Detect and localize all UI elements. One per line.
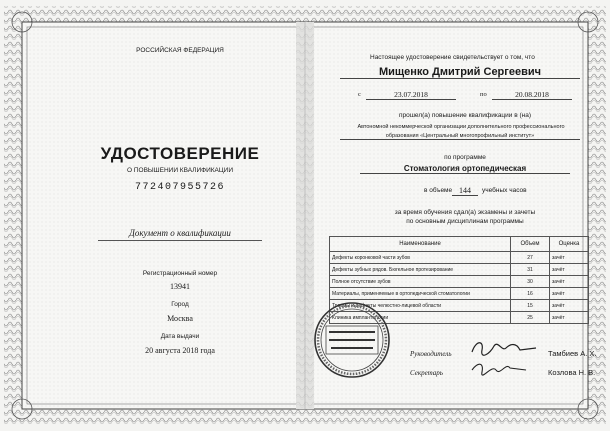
table-row — [330, 276, 589, 288]
volume-hours: 144 — [452, 186, 478, 196]
volume-suffix: учебных часов — [482, 187, 527, 194]
volume-prefix: в объеме — [424, 187, 453, 194]
certificate-title: УДОСТОВЕРЕНИЕ — [100, 144, 260, 163]
period-to-date: 20.08.2018 — [492, 90, 572, 100]
country-label: РОССИЙСКАЯ ФЕДЕРАЦИЯ — [136, 47, 224, 54]
exams-line-2: по основным дисциплинам программы — [406, 218, 524, 225]
table-header-row — [330, 237, 589, 252]
secretary-label: Секретарь — [410, 369, 443, 377]
column-header-volume: Объем — [511, 237, 550, 252]
table-row — [330, 264, 589, 276]
course-name: Дефекты коронковой части зубов — [330, 252, 511, 264]
city: Москва — [167, 314, 193, 323]
program-label: по программе — [444, 154, 486, 161]
head-name: Тамбиев А. Х. — [548, 349, 597, 358]
period-to-label: по — [480, 91, 487, 98]
certificate-number: 772407955726 — [134, 182, 225, 193]
document-type-underline — [98, 240, 262, 241]
head-label: Руководитель — [410, 350, 452, 358]
period-from-label: с — [358, 91, 361, 98]
course-hours: 27 — [511, 252, 550, 264]
period-from-date: 23.07.2018 — [366, 90, 456, 100]
course-name: Дефекты зубных рядов. Бюгельное протезирование — [330, 264, 511, 276]
course-grade: зачёт — [550, 252, 589, 264]
course-grade: зачёт — [550, 264, 589, 276]
issue-date-label: Дата выдачи — [160, 333, 200, 340]
certificate-subtitle: О ПОВЫШЕНИИ КВАЛИФИКАЦИИ — [126, 167, 234, 174]
intro-text: Настоящее удостоверение свидетельствует о том, что — [370, 54, 535, 61]
course-grade: зачёт — [550, 288, 589, 300]
table-row — [330, 288, 589, 300]
secretary-name: Козлова Н. В. — [548, 368, 596, 377]
city-label: Город — [171, 301, 189, 308]
course-hours: 30 — [511, 276, 550, 288]
course-hours: 16 — [511, 288, 550, 300]
organization-line-1: Автономной некоммерческой организации дополнительного профессионального — [357, 124, 565, 130]
course-hours: 31 — [511, 264, 550, 276]
course-hours: 25 — [511, 312, 550, 324]
course-grade: зачёт — [550, 276, 589, 288]
course-name: Клиника имплантологии — [330, 312, 511, 324]
exams-line-1: за время обучения сдал(а) экзамены и зачеты — [394, 209, 536, 216]
program-name: Стоматология ортопедическая — [360, 164, 570, 174]
document-type: Документ о квалификации — [129, 228, 231, 238]
reg-number: 13941 — [170, 282, 190, 291]
head-signature — [470, 338, 540, 358]
institution-stamp — [312, 300, 392, 380]
secretary-signature — [470, 358, 530, 378]
course-grade: зачёт — [550, 300, 589, 312]
course-name: Травмы и дефекты челюстно-лицевой области — [330, 300, 511, 312]
course-name: Полное отсутствие зубов — [330, 276, 511, 288]
holder-name: Мищенко Дмитрий Сергеевич — [340, 66, 580, 79]
column-header-name: Наименование — [330, 237, 511, 252]
course-hours: 15 — [511, 300, 550, 312]
table-row — [330, 252, 589, 264]
column-header-grade: Оценка — [550, 237, 589, 252]
course-name: Материалы, применяемые в ортопедической стоматологии — [330, 288, 511, 300]
issue-date: 20 августа 2018 года — [145, 346, 215, 355]
passed-text: прошел(а) повышение квалификации в (на) — [398, 112, 532, 119]
reg-number-label: Регистрационный номер — [142, 270, 218, 277]
organization-line-2: образования «Центральный многопрофильный институт» — [340, 133, 580, 140]
course-grade: зачёт — [550, 312, 589, 324]
